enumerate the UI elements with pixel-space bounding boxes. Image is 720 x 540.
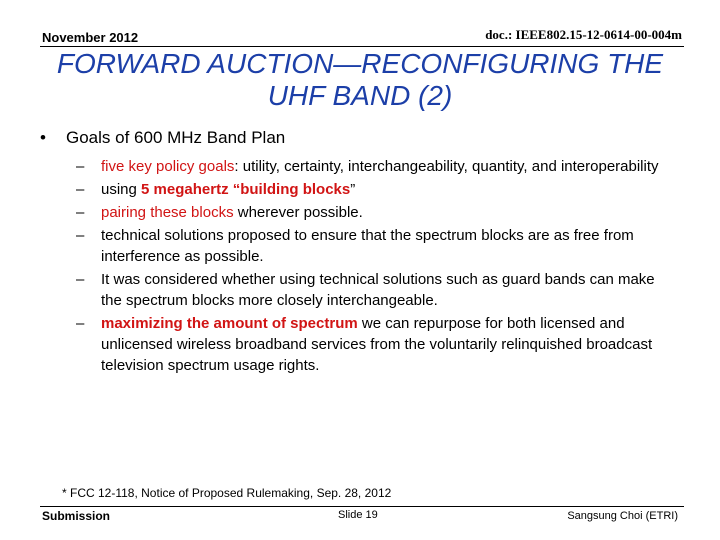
title-line-1: FORWARD AUCTION—RECONFIGURING THE <box>56 48 664 79</box>
item-highlight: maximizing the amount of spectrum <box>101 315 358 332</box>
sub-bullet-list <box>76 156 666 378</box>
list-item <box>76 202 666 223</box>
item-highlight: five key policy goals <box>101 158 235 175</box>
main-bullet-text: Goals of 600 MHz Band Plan <box>66 128 286 147</box>
item-highlight: 5 megahertz “building blocks <box>141 181 351 198</box>
dash-marker: – <box>76 204 85 221</box>
item-text: we can repurpose for both licensed and unlicensed wireless broadband services from the voluntarily relinquished broadcast television spectrum usage rights. <box>101 315 653 374</box>
dash-marker: – <box>76 158 85 175</box>
item-text: It was considered whether using technical solutions such as guard bands can make the spectrum blocks more closely interchangeable. <box>101 271 655 309</box>
footer-submission: Submission <box>42 509 111 523</box>
title-line-2: UHF BAND (2) <box>267 80 453 111</box>
item-text: using <box>101 181 142 198</box>
item-text: wherever possible. <box>233 204 363 221</box>
item-text: technical solutions proposed to ensure that the spectrum blocks are as free from interference as possible. <box>101 227 634 265</box>
dash-marker: – <box>76 181 85 198</box>
footer-author: Sangsung Choi (ETRI) <box>567 510 678 522</box>
header-divider <box>40 46 684 47</box>
footer-slide-number: Slide 19 <box>338 509 378 521</box>
dash-marker: – <box>76 271 85 288</box>
item-text: : utility, certainty, interchangeability, quantity, and interoperability <box>234 158 659 175</box>
list-item <box>76 179 666 200</box>
list-item <box>76 225 666 267</box>
item-highlight: pairing these blocks <box>101 204 234 221</box>
header-doc-id: doc.: IEEE802.15-12-0614-00-004m <box>485 27 682 42</box>
footnote: * FCC 12-118, Notice of Proposed Rulemaking, Sep. 28, 2012 <box>62 486 392 500</box>
slide-title <box>40 48 680 112</box>
bullet-marker: • <box>40 128 46 147</box>
list-item <box>76 156 666 177</box>
header-date: November 2012 <box>42 30 139 45</box>
dash-marker: – <box>76 315 85 332</box>
main-bullet <box>40 128 285 148</box>
item-text: ” <box>350 181 356 198</box>
footer-divider <box>40 506 684 507</box>
dash-marker: – <box>76 227 85 244</box>
list-item <box>76 313 666 376</box>
list-item <box>76 269 666 311</box>
